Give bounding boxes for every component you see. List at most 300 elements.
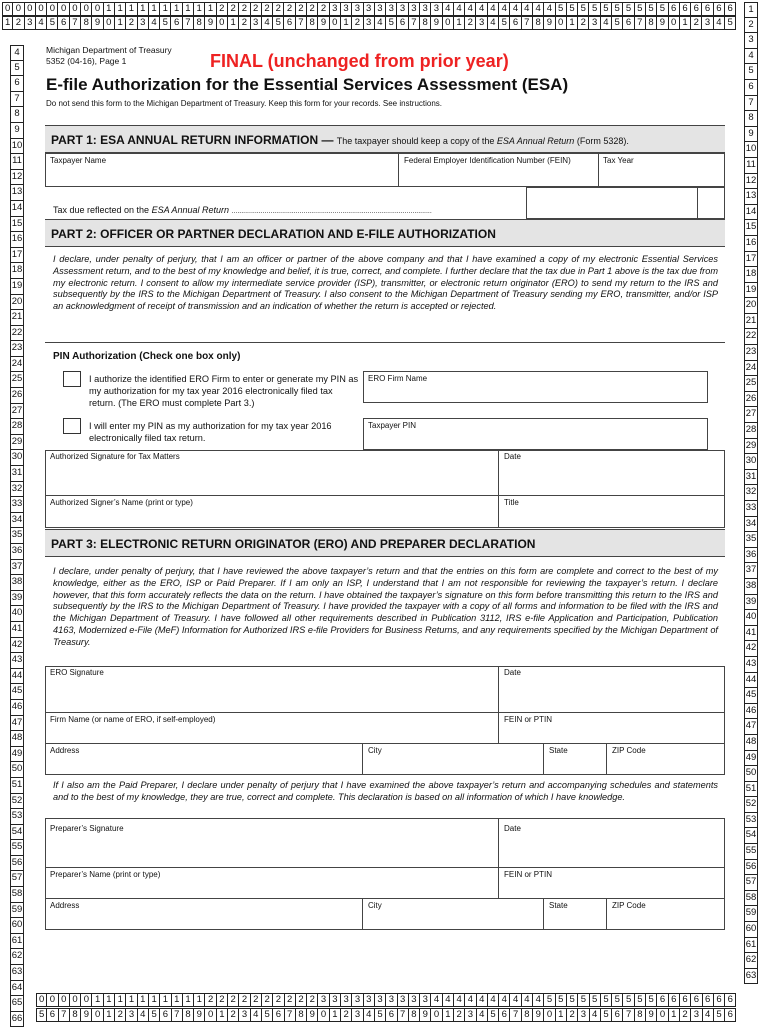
ruler-cell: 3	[420, 2, 431, 16]
ruler-cell: 8	[70, 1008, 81, 1022]
preparer-date-label: Date	[504, 824, 521, 833]
auth-date-field[interactable]	[498, 450, 725, 496]
line-number: 49	[744, 751, 758, 767]
ruler-cell: 9	[657, 16, 668, 30]
ruler-cell: 2	[341, 1008, 352, 1022]
preparer-city-label: City	[368, 901, 382, 910]
ruler-cell: 3	[239, 1008, 250, 1022]
ruler-cell: 3	[476, 16, 487, 30]
ero-date-label: Date	[504, 668, 521, 677]
line-number: 31	[10, 466, 24, 482]
ruler-cell: 6	[669, 2, 680, 16]
ruler-cell: 9	[194, 1008, 205, 1022]
line-number: 51	[10, 778, 24, 794]
ruler-cell: 0	[92, 2, 103, 16]
ruler-cell: 7	[522, 16, 533, 30]
ruler-cell: 5	[149, 1008, 160, 1022]
ruler-cell: 5	[623, 2, 634, 16]
line-number: 51	[744, 782, 758, 798]
line-number: 32	[744, 485, 758, 501]
top-ruler-row2	[2, 16, 736, 30]
line-number: 36	[744, 548, 758, 564]
line-number: 15	[744, 220, 758, 236]
ruler-cell: 8	[409, 1008, 420, 1022]
line-number: 43	[744, 657, 758, 673]
ruler-cell: 0	[556, 16, 567, 30]
line-number: 23	[10, 341, 24, 357]
firm-name-label: Firm Name (or name of ERO, if self-employed)	[50, 715, 216, 724]
preparer-city-field[interactable]	[362, 898, 544, 930]
line-number: 33	[744, 501, 758, 517]
ruler-cell: 8	[81, 16, 92, 30]
line-number: 16	[744, 236, 758, 252]
ero-firm-name-label: ERO Firm Name	[368, 374, 428, 383]
ruler-cell: 4	[138, 1008, 149, 1022]
ruler-cell: 2	[239, 993, 250, 1007]
line-number: 47	[10, 716, 24, 732]
ruler-cell: 3	[375, 993, 386, 1007]
line-number: 5	[10, 61, 24, 77]
line-number: 55	[744, 844, 758, 860]
ruler-cell: 1	[115, 16, 126, 30]
line-number: 45	[744, 688, 758, 704]
tax-year-label: Tax Year	[603, 156, 634, 165]
ruler-cell: 0	[431, 1008, 442, 1022]
ruler-cell: 6	[680, 2, 691, 16]
ruler-cell: 6	[714, 2, 725, 16]
ruler-cell: 8	[420, 16, 431, 30]
agency-name: Michigan Department of Treasury	[46, 45, 172, 55]
preparer-state-label: State	[549, 901, 568, 910]
ruler-cell: 6	[397, 16, 408, 30]
ruler-cell: 3	[431, 2, 442, 16]
ruler-cell: 6	[680, 993, 691, 1007]
ruler-cell: 9	[431, 16, 442, 30]
part3-heading: PART 3: ELECTRONIC RETURN ORIGINATOR (ERO) AND PREPARER DECLARATION	[45, 529, 725, 557]
line-number: 16	[10, 232, 24, 248]
ruler-cell: 2	[285, 993, 296, 1007]
ruler-cell: 7	[183, 16, 194, 30]
line-number: 44	[744, 673, 758, 689]
ruler-cell: 9	[646, 1008, 657, 1022]
pin-heading: PIN Authorization (Check one box only)	[53, 351, 241, 362]
line-number: 46	[744, 704, 758, 720]
line-number: 62	[744, 953, 758, 969]
ruler-cell: 2	[352, 16, 363, 30]
ruler-cell: 5	[36, 1008, 47, 1022]
ruler-cell: 0	[47, 993, 58, 1007]
ruler-cell: 3	[364, 993, 375, 1007]
ruler-cell: 7	[623, 1008, 634, 1022]
ruler-cell: 7	[409, 16, 420, 30]
ruler-cell: 4	[522, 993, 533, 1007]
line-number: 8	[744, 111, 758, 127]
ruler-cell: 6	[171, 16, 182, 30]
ruler-cell: 4	[488, 993, 499, 1007]
line-number: 45	[10, 684, 24, 700]
line-number: 28	[744, 423, 758, 439]
ruler-cell: 1	[454, 16, 465, 30]
auth-date-label: Date	[504, 452, 521, 461]
bottom-ruler-row1	[36, 993, 736, 1007]
ruler-cell: 2	[251, 993, 262, 1007]
ruler-cell: 1	[680, 16, 691, 30]
ruler-cell: 2	[13, 16, 24, 30]
ruler-cell: 1	[228, 16, 239, 30]
ruler-cell: 8	[646, 16, 657, 30]
line-number: 12	[10, 170, 24, 186]
ruler-cell: 6	[714, 993, 725, 1007]
ruler-cell: 4	[533, 993, 544, 1007]
ruler-cell: 4	[443, 2, 454, 16]
preparer-address-field[interactable]	[45, 898, 363, 930]
ruler-cell: 3	[420, 993, 431, 1007]
ruler-cell: 4	[703, 1008, 714, 1022]
ruler-cell: 3	[330, 993, 341, 1007]
ruler-cell: 2	[307, 2, 318, 16]
ruler-cell: 4	[477, 993, 488, 1007]
ruler-cell: 1	[160, 993, 171, 1007]
ruler-cell: 1	[92, 993, 103, 1007]
line-number: 54	[10, 825, 24, 841]
ruler-cell: 5	[590, 993, 601, 1007]
ruler-cell: 5	[273, 16, 284, 30]
option1-checkbox[interactable]	[63, 371, 81, 387]
ruler-cell: 2	[126, 16, 137, 30]
ruler-cell: 5	[612, 993, 623, 1007]
bottom-ruler-row2	[36, 1008, 736, 1022]
ruler-cell: 2	[680, 1008, 691, 1022]
line-number: 32	[10, 482, 24, 498]
line-number: 23	[744, 345, 758, 361]
preparer-date-field[interactable]	[498, 818, 725, 868]
line-number: 6	[744, 80, 758, 96]
form-id: 5352 (04-16), Page 1	[46, 56, 127, 66]
ruler-cell: 1	[205, 2, 216, 16]
ruler-cell: 1	[194, 2, 205, 16]
ero-city-field[interactable]	[362, 743, 544, 775]
ruler-cell: 4	[465, 2, 476, 16]
line-number: 59	[744, 906, 758, 922]
ruler-cell: 1	[138, 2, 149, 16]
ruler-cell: 1	[556, 1008, 567, 1022]
ruler-cell: 4	[499, 993, 510, 1007]
final-notice: FINAL (unchanged from prior year)	[210, 51, 509, 71]
preparer-fein-ptin-label: FEIN or PTIN	[504, 870, 553, 879]
ruler-cell: 1	[171, 2, 182, 16]
ruler-cell: 3	[251, 16, 262, 30]
ruler-cell: 2	[307, 993, 318, 1007]
ruler-cell: 5	[544, 993, 555, 1007]
ruler-cell: 6	[499, 1008, 510, 1022]
line-number: 37	[10, 560, 24, 576]
ruler-cell: 6	[386, 1008, 397, 1022]
line-number: 65	[10, 996, 24, 1012]
option2-checkbox[interactable]	[63, 418, 81, 434]
ruler-cell: 2	[262, 993, 273, 1007]
line-number: 44	[10, 669, 24, 685]
ruler-cell: 7	[59, 1008, 70, 1022]
line-number: 39	[744, 595, 758, 611]
ruler-cell: 1	[194, 993, 205, 1007]
line-number: 47	[744, 719, 758, 735]
ruler-cell: 0	[58, 2, 69, 16]
ruler-cell: 2	[284, 2, 295, 16]
ruler-cell: 5	[612, 16, 623, 30]
ruler-cell: 7	[172, 1008, 183, 1022]
ruler-cell: 4	[364, 1008, 375, 1022]
ruler-cell: 5	[589, 2, 600, 16]
ruler-cell: 6	[669, 993, 680, 1007]
line-number: 61	[10, 934, 24, 950]
ruler-cell: 2	[228, 1008, 239, 1022]
line-number: 42	[10, 638, 24, 654]
ruler-cell: 1	[669, 1008, 680, 1022]
ruler-cell: 8	[296, 1008, 307, 1022]
ruler-cell: 4	[454, 993, 465, 1007]
ruler-cell: 4	[510, 2, 521, 16]
ruler-cell: 5	[646, 993, 657, 1007]
line-number: 30	[744, 454, 758, 470]
ruler-cell: 5	[601, 2, 612, 16]
signer-title-field[interactable]	[498, 495, 725, 528]
ruler-cell: 3	[397, 2, 408, 16]
ruler-cell: 5	[601, 1008, 612, 1022]
ruler-cell: 5	[623, 993, 634, 1007]
tax-due-label: Tax due reflected on the ESA Annual Return .......................................................................................................	[53, 205, 432, 215]
ruler-cell: 1	[149, 993, 160, 1007]
ruler-cell: 1	[341, 16, 352, 30]
ruler-cell: 9	[318, 16, 329, 30]
ruler-cell: 2	[454, 1008, 465, 1022]
ruler-cell: 4	[149, 16, 160, 30]
ruler-cell: 4	[590, 1008, 601, 1022]
ruler-cell: 5	[612, 2, 623, 16]
ruler-cell: 5	[578, 2, 589, 16]
ruler-cell: 5	[375, 1008, 386, 1022]
line-number: 2	[744, 18, 758, 34]
ruler-cell: 0	[544, 1008, 555, 1022]
ruler-cell: 1	[183, 993, 194, 1007]
taxpayer-name-label: Taxpayer Name	[50, 156, 107, 165]
line-number: 39	[10, 591, 24, 607]
ruler-cell: 5	[635, 993, 646, 1007]
ruler-cell: 0	[318, 1008, 329, 1022]
ruler-cell: 2	[239, 16, 250, 30]
line-number: 38	[744, 579, 758, 595]
ruler-cell: 5	[657, 2, 668, 16]
ruler-cell: 5	[725, 16, 736, 30]
ruler-cell: 2	[296, 993, 307, 1007]
ruler-cell: 3	[386, 993, 397, 1007]
part2-heading: PART 2: OFFICER OR PARTNER DECLARATION AND E-FILE AUTHORIZATION	[45, 219, 725, 247]
ruler-cell: 3	[398, 993, 409, 1007]
ero-address-field[interactable]	[45, 743, 363, 775]
ruler-cell: 5	[567, 2, 578, 16]
line-number: 54	[744, 828, 758, 844]
line-number: 28	[10, 419, 24, 435]
line-number: 41	[744, 626, 758, 642]
ero-signature-label: ERO Signature	[50, 668, 104, 677]
ruler-cell: 1	[183, 2, 194, 16]
line-number: 14	[10, 201, 24, 217]
ruler-cell: 5	[262, 1008, 273, 1022]
line-number: 20	[10, 295, 24, 311]
line-number: 57	[10, 871, 24, 887]
line-number: 60	[10, 918, 24, 934]
ruler-cell: 0	[443, 16, 454, 30]
ruler-cell: 8	[522, 1008, 533, 1022]
tax-due-cents-field[interactable]	[697, 187, 725, 219]
line-number: 11	[10, 154, 24, 170]
ruler-cell: 6	[703, 993, 714, 1007]
part3-declaration: I declare, under penalty of perjury, that I have reviewed the above taxpayer’s return and that the entries on this form are complete and correct to the best of my knowledge, either as the ERO, ISP or Paid Preparer. If I am only an ISP, I understand that I am not responsible for reviewing the taxpayer’s return. I declare however, that this form accurately reflects the data on the return. I have obtained the taxpayer’s signature on this form before transmitting this return to the IRS and subsequently by the IRS to the Michigan Department of Treasury. I have provided the taxpayer with a copy of all forms and information to be filed with the IRS and the Michigan Department of Treasury. I have followed all other requirements described in Publication 3112, IRS e-file Application and Participation, Publication 4163, Modernized e-File (MeF) Information for Authorized IRS e-file Providers for Business Returns, and any requirements specified by the Michigan Department of Treasury.	[53, 566, 718, 647]
preparer-address-label: Address	[50, 901, 80, 910]
ruler-cell: 4	[488, 16, 499, 30]
divider	[45, 342, 725, 343]
line-number: 24	[744, 361, 758, 377]
ruler-cell: 9	[420, 1008, 431, 1022]
line-number: 46	[10, 700, 24, 716]
ruler-cell: 0	[59, 993, 70, 1007]
ruler-cell: 4	[533, 2, 544, 16]
ruler-cell: 4	[601, 16, 612, 30]
ruler-cell: 3	[589, 16, 600, 30]
line-number: 18	[10, 263, 24, 279]
ruler-cell: 5	[635, 2, 646, 16]
ruler-cell: 1	[138, 993, 149, 1007]
ruler-cell: 5	[386, 16, 397, 30]
line-number: 66	[10, 1012, 24, 1027]
ruler-cell: 3	[364, 16, 375, 30]
ruler-cell: 8	[183, 1008, 194, 1022]
page-title: E-file Authorization for the Essential Services Assessment (ESA)	[46, 75, 569, 94]
ruler-cell: 4	[488, 2, 499, 16]
line-number: 50	[10, 762, 24, 778]
ruler-cell: 6	[612, 1008, 623, 1022]
ruler-cell: 6	[47, 1008, 58, 1022]
line-number: 56	[10, 856, 24, 872]
ruler-cell: 2	[318, 2, 329, 16]
signer-name-label: Authorized Signer’s Name (print or type)	[50, 498, 193, 507]
ruler-cell: 8	[635, 1008, 646, 1022]
part1-heading	[45, 125, 725, 153]
taxpayer-pin-label: Taxpayer PIN	[368, 421, 417, 430]
ruler-cell: 1	[115, 2, 126, 16]
auth-signature-label: Authorized Signature for Tax Matters	[50, 452, 180, 461]
ruler-cell: 0	[330, 16, 341, 30]
line-number: 34	[10, 513, 24, 529]
ruler-cell: 2	[691, 16, 702, 30]
ero-signature-field[interactable]	[45, 666, 499, 713]
line-number: 19	[10, 279, 24, 295]
line-number: 27	[10, 404, 24, 420]
line-number: 9	[10, 123, 24, 139]
ruler-cell: 3	[465, 1008, 476, 1022]
ruler-cell: 2	[251, 2, 262, 16]
part2-declaration: I declare, under penalty of perjury, that I am an officer or partner of the above company and that I have examined a copy of my electronic Essential Services Assessment return, and to the best of my knowledge and belief, it is true, correct, and complete. I further declare that the tax due in Part 1 above is the tax due from my electronic return. I consent to allow my intermediate service provider (ISP), transmitter, or electronic return originator (ERO) to send my return to the IRS and subsequently by the IRS to the Michigan Department of Treasury. I also consent to the Michigan Department of Treasury sending my ERO, transmitter, and/or ISP an acknowledgment of receipt of transmission and an indication of whether the return is accepted or rejected.	[53, 254, 718, 312]
ruler-cell: 3	[691, 1008, 702, 1022]
ruler-cell: 7	[510, 1008, 521, 1022]
ero-city-label: City	[368, 746, 382, 755]
ruler-cell: 1	[104, 993, 115, 1007]
ruler-cell: 9	[92, 16, 103, 30]
ruler-cell: 6	[273, 1008, 284, 1022]
line-number: 6	[10, 76, 24, 92]
line-number: 40	[744, 610, 758, 626]
ruler-cell: 4	[375, 16, 386, 30]
ruler-cell: 4	[476, 2, 487, 16]
line-number: 62	[10, 949, 24, 965]
line-number: 49	[10, 747, 24, 763]
line-number: 18	[744, 267, 758, 283]
ruler-cell: 6	[657, 993, 668, 1007]
ruler-cell: 6	[58, 16, 69, 30]
preparer-zip-label: ZIP Code	[612, 901, 646, 910]
line-number: 30	[10, 450, 24, 466]
ruler-cell: 3	[409, 2, 420, 16]
line-number: 17	[10, 248, 24, 264]
ruler-cell: 4	[443, 993, 454, 1007]
ruler-cell: 0	[205, 1008, 216, 1022]
ruler-cell: 5	[567, 993, 578, 1007]
line-number: 33	[10, 497, 24, 513]
ruler-cell: 4	[431, 993, 442, 1007]
line-number: 60	[744, 922, 758, 938]
ruler-cell: 1	[126, 2, 137, 16]
preparer-declaration: If I also am the Paid Preparer, I declare under penalty of perjury that I have examined the above taxpayer’s return and accompanying schedules and statements and to the best of my knowledge, they are true, correct and complete. This declaration is based on all information of which I have knowledge.	[53, 780, 718, 802]
line-number: 52	[744, 797, 758, 813]
line-number: 22	[10, 326, 24, 342]
ruler-cell: 3	[352, 2, 363, 16]
right-line-numbers	[744, 2, 758, 984]
ruler-cell: 9	[533, 1008, 544, 1022]
line-number: 19	[744, 283, 758, 299]
ruler-cell: 3	[330, 2, 341, 16]
ruler-cell: 0	[70, 993, 81, 1007]
line-number: 5	[744, 64, 758, 80]
ruler-cell: 3	[702, 16, 713, 30]
ruler-cell: 0	[47, 2, 58, 16]
ruler-cell: 7	[635, 16, 646, 30]
ero-fein-ptin-label: FEIN or PTIN	[504, 715, 553, 724]
preparer-signature-label: Preparer’s Signature	[50, 824, 124, 833]
ero-date-field[interactable]	[498, 666, 725, 713]
ruler-cell: 4	[454, 2, 465, 16]
ruler-cell: 5	[47, 16, 58, 30]
ruler-cell: 1	[172, 993, 183, 1007]
signer-title-label: Title	[504, 498, 519, 507]
line-number: 56	[744, 860, 758, 876]
ruler-cell: 5	[556, 2, 567, 16]
ruler-cell: 0	[25, 2, 36, 16]
line-number: 26	[10, 388, 24, 404]
ruler-cell: 7	[70, 16, 81, 30]
line-number: 3	[744, 33, 758, 49]
ruler-cell: 1	[443, 1008, 454, 1022]
line-number: 34	[744, 517, 758, 533]
line-number: 38	[10, 575, 24, 591]
line-number: 58	[744, 891, 758, 907]
ruler-cell: 0	[13, 2, 24, 16]
ruler-cell: 4	[522, 2, 533, 16]
ruler-cell: 5	[488, 1008, 499, 1022]
line-number: 20	[744, 298, 758, 314]
line-number: 10	[744, 142, 758, 158]
tax-due-field[interactable]	[526, 187, 698, 219]
line-number: 43	[10, 653, 24, 669]
line-number: 55	[10, 840, 24, 856]
